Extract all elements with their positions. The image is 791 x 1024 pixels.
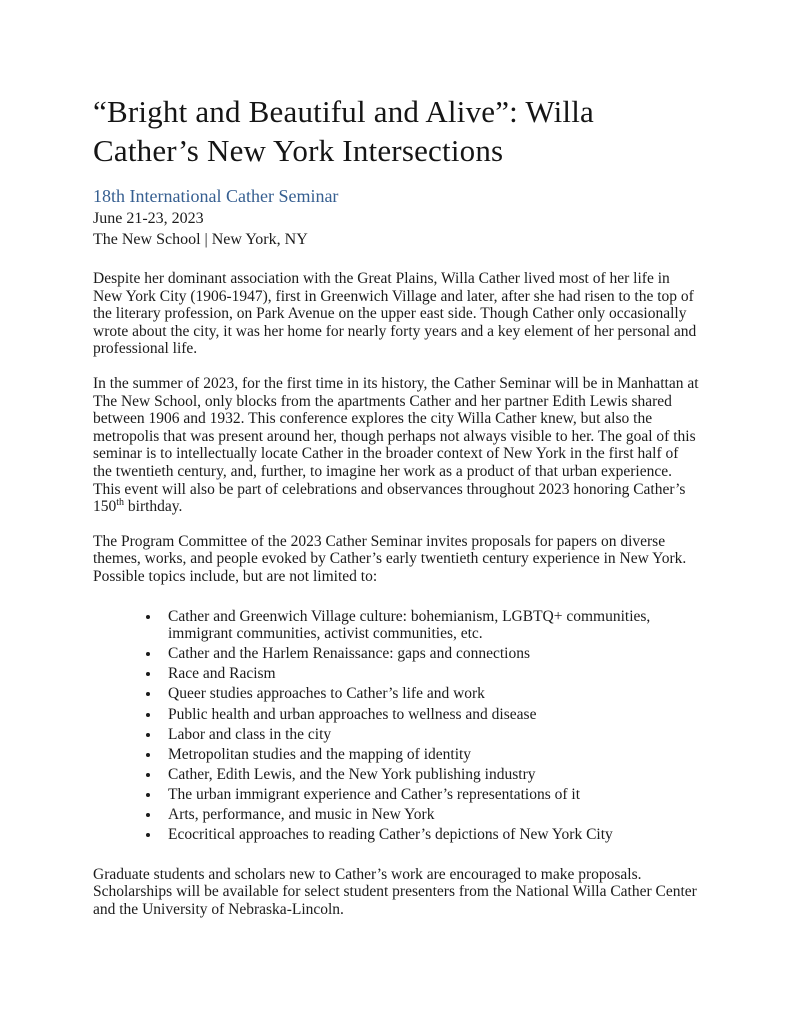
venue-line: The New School | New York, NY (93, 230, 308, 248)
paragraph-closing: Graduate students and scholars new to Cather’s work are encouraged to make proposals. Scholarships will be available for select student presenters from the National Willa Cather Center and the University of Nebraska-Lincoln. (93, 865, 697, 918)
list-item: • Cather, Edith Lewis, and the New York publishing industry (161, 766, 699, 784)
paragraph-call-for-papers: The Program Committee of the 2023 Cather Seminar invites proposals for papers on diverse themes, works, and people evoked by Cather’s early twentieth century experience in New York. Possible topics include, but are not limited to: (93, 532, 687, 585)
list-item: • Queer studies approaches to Cather’s life and work (161, 685, 699, 703)
document-title: “Bright and Beautiful and Alive”: Willa Cather’s New York Intersections (93, 94, 594, 169)
paragraph-seminar-details (93, 375, 699, 516)
paragraph-intro: Despite her dominant association with the Great Plains, Willa Cather lived most of her life in New York City (1906-1947), first in Greenwich Village and later, after she had risen to the top of the literary profession, on Park Avenue on the upper east side. Though Cather only occasionally wrote about the city, it was her home for nearly forty years and a key element of her personal and professional life. (93, 270, 697, 358)
list-item: • Race and Racism (161, 665, 699, 683)
list-item: • Ecocritical approaches to reading Cather’s depictions of New York City (161, 826, 699, 844)
paragraph-seminar-details-text: In the summer of 2023, for the first time in its history, the Cather Seminar will be in Manhattan at The New School, only blocks from the apartments Cather and her partner Edith Lewis shared between 1906 and 1932. This conference explores the city Willa Cather knew, but also the metropolis that was present around her, though perhaps not always visible to her. The goal of this seminar is to intellectually locate Cather in the broader context of New York in the first half of the twentieth century, and, further, to imagine her work as a product of that urban experience. This event will also be part of celebrations and observances throughout 2023 honoring Cather’s 150 (93, 375, 699, 516)
date-line: June 21-23, 2023 (93, 210, 204, 228)
list-item: • Metropolitan studies and the mapping of identity (161, 746, 699, 764)
list-item: • The urban immigrant experience and Cather’s representations of it (161, 786, 699, 804)
list-item: • Cather and Greenwich Village culture: bohemianism, LGBTQ+ communities, immigrant communities, activist communities, etc. (161, 608, 699, 643)
topics-list (93, 608, 699, 844)
paragraph-seminar-details-tail: birthday. (124, 498, 183, 516)
seminar-heading: 18th International Cather Seminar (93, 186, 339, 207)
list-item: • Public health and urban approaches to wellness and disease (161, 706, 699, 724)
list-item: • Arts, performance, and music in New York (161, 806, 699, 824)
list-item: • Labor and class in the city (161, 726, 699, 744)
list-item: • Cather and the Harlem Renaissance: gaps and connections (161, 645, 699, 663)
ordinal-superscript: th (116, 497, 125, 509)
document-body (93, 270, 699, 918)
